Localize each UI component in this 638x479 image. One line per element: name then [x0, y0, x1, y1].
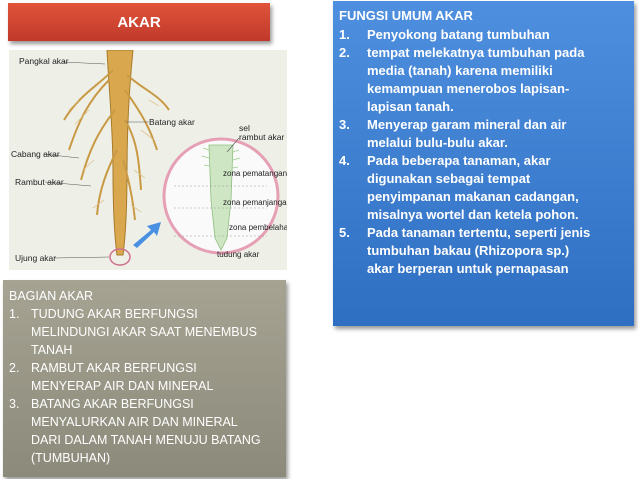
- fungsi-umum-akar-box: [333, 1, 634, 326]
- bagian-heading: BAGIAN AKAR: [9, 289, 94, 303]
- bagian-item-number: 3.: [9, 397, 20, 411]
- bagian-item-line: MENYERAP AIR DAN MINERAL: [31, 379, 214, 393]
- fungsi-item-line: lapisan tanah.: [367, 99, 454, 114]
- label-rambut-akar: Rambut akar: [15, 177, 64, 187]
- fungsi-item-line: tumbuhan bakau (Rhizopora sp.): [367, 243, 570, 258]
- bagian-item-line: MENYALURKAN AIR DAN MINERAL: [31, 415, 238, 429]
- fungsi-item: [339, 44, 628, 116]
- root-diagram-illustration: [9, 50, 287, 270]
- fungsi-item-line: misalnya wortel dan ketela pohon.: [367, 207, 579, 222]
- bagian-item-line: TUDUNG AKAR BERFUNGSI: [31, 307, 198, 321]
- bagian-item-number: 2.: [9, 361, 20, 375]
- bagian-item-number: 1.: [9, 307, 20, 321]
- label-batang-akar: Batang akar: [149, 117, 195, 127]
- fungsi-item-number: 4.: [339, 153, 350, 168]
- bagian-item-line: RAMBUT AKAR BERFUNGSI: [31, 361, 197, 375]
- fungsi-item-line: melalui bulu-bulu akar.: [367, 135, 508, 150]
- fungsi-item-number: 2.: [339, 45, 350, 60]
- bagian-item-line: (TUMBUHAN): [31, 451, 111, 465]
- label-zona-pemanjangan: zona pemanjangan: [223, 198, 287, 207]
- fungsi-item: [339, 116, 628, 152]
- fungsi-item-number: 1.: [339, 27, 350, 42]
- fungsi-heading: FUNGSI UMUM AKAR: [339, 8, 473, 23]
- fungsi-item-line: kemampuan menerobos lapisan-: [367, 81, 570, 96]
- fungsi-item-number: 5.: [339, 225, 350, 240]
- bagian-item-line: DARI DALAM TANAH MENUJU BATANG: [31, 433, 261, 447]
- bagian-item: [9, 359, 280, 395]
- bagian-item-line: TANAH: [31, 343, 73, 357]
- fungsi-item: [339, 224, 628, 278]
- label-zona-pembelahan: zona pembelahan: [229, 223, 287, 232]
- root-diagram: [9, 50, 287, 270]
- bagian-item-line: MELINDUNGI AKAR SAAT MENEMBUS: [31, 325, 257, 339]
- bagian-item-line: BATANG AKAR BERFUNGSI: [31, 397, 194, 411]
- fungsi-item-line: Penyokong batang tumbuhan: [367, 27, 550, 42]
- bagian-akar-box: [3, 280, 286, 477]
- fungsi-item: [339, 152, 628, 224]
- fungsi-item-line: penyimpanan makanan cadangan,: [367, 189, 579, 204]
- fungsi-item-number: 3.: [339, 117, 350, 132]
- fungsi-item-line: akar berperan untuk pernapasan: [367, 261, 569, 276]
- fungsi-item: [339, 26, 628, 44]
- bagian-list: [9, 305, 280, 467]
- label-pangkal-akar: Pangkal akar: [19, 56, 69, 66]
- label-sel: sel: [239, 123, 250, 133]
- fungsi-item-line: Pada beberapa tanaman, akar: [367, 153, 551, 168]
- bagian-item: [9, 305, 280, 359]
- label-zona-pematangan: zona pematangan: [223, 169, 287, 178]
- label-ujung-akar: Ujung akar: [15, 253, 57, 263]
- fungsi-item-line: Menyerap garam mineral dan air: [367, 117, 567, 132]
- label-tudung-akar: tudung akar: [217, 250, 260, 259]
- label-sel-rambut-akar: rambut akar: [239, 132, 285, 142]
- fungsi-item-line: Pada tanaman tertentu, seperti jenis: [367, 225, 591, 240]
- label-cabang-akar: Cabang akar: [11, 149, 60, 159]
- fungsi-item-line: digunakan sebagai tempat: [367, 171, 531, 186]
- fungsi-item-line: media (tanah) karena memiliki: [367, 63, 553, 78]
- bagian-item: [9, 395, 280, 467]
- slide-title: [8, 3, 270, 41]
- slide-title-text: AKAR: [117, 13, 161, 31]
- fungsi-item-line: tempat melekatnya tumbuhan pada: [367, 45, 585, 60]
- fungsi-list: [339, 26, 628, 278]
